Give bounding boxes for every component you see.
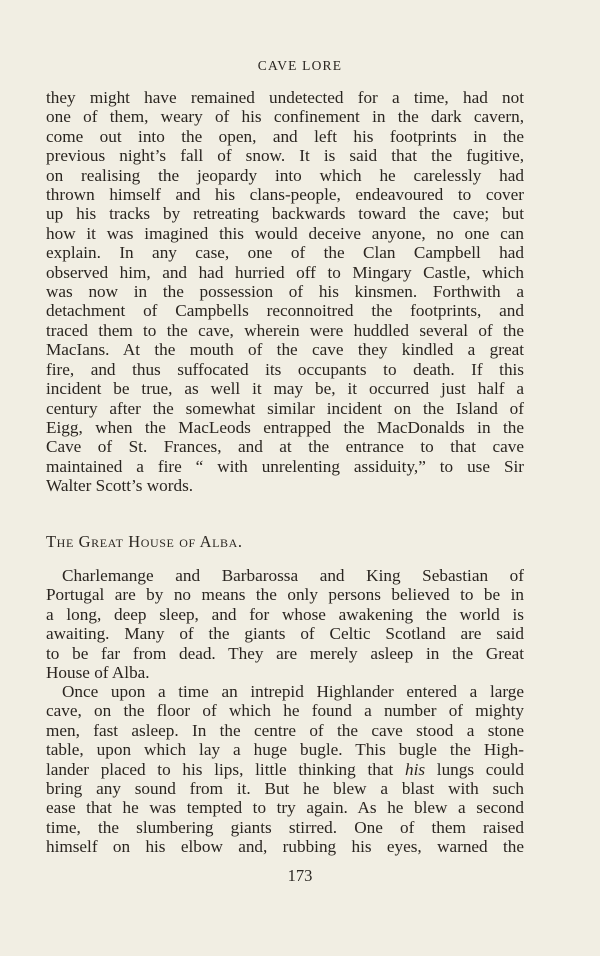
paragraph-sleeping-giants [46,566,524,682]
text-line: Portugal are by no means the only persons believed to be in [46,585,524,605]
text-line: maintained a fire “ with unrelenting assiduity,” to use Sir [46,456,524,476]
text-line: Cave of St. Frances, and at the entrance to that cave [46,437,524,457]
text-line: previous night’s fall of snow. It is said that the fugitive, [46,146,524,166]
section-heading: The Great House of Alba. [46,532,243,551]
text-line: detachment of Campbells reconnoitred the footprints, and [46,301,524,321]
text-line: Once upon a time an intrepid Highlander entered a large [62,682,524,701]
text-segment: lander placed to his lips, little thinking that [46,759,405,779]
text-line: Eigg, when the MacLeods entrapped the MacDonalds in the [46,417,524,437]
text-line-with-italic [46,760,524,779]
text-line: traced them to the cave, wherein were huddled several of the [46,320,524,340]
running-head: CAVE LORE [257,58,343,73]
text-line: fire, and thus suffocated its occupants to death. If this [46,359,524,379]
text-line: on realising the jeopardy into which he carelessly had [46,165,524,185]
text-line: men, fast asleep. In the centre of the cave stood a stone [46,720,524,740]
text-line: awaiting. Many of the giants of Celtic Scotland are said [46,624,524,644]
text-line: thrown himself and his clans-people, endeavoured to cover [46,185,524,205]
text-line: Charlemange and Barbarossa and King Sebastian of [62,566,524,585]
text-line: up his tracks by retreating backwards toward the cave; but [46,204,524,224]
text-line: come out into the open, and left his footprints in the [46,126,524,146]
text-line: one of them, weary of his confinement in the dark cavern, [46,107,524,127]
page-number: 173 [287,866,313,885]
text-line: table, upon which lay a huge bugle. This bugle the High- [46,740,524,760]
text-line: himself on his elbow and, rubbing his eyes, warned the [46,837,524,857]
paragraph-highlander [46,682,524,857]
text-line: was now in the possession of his kinsmen. Forthwith a [46,282,524,302]
italic-word: his [404,759,426,779]
text-segment: lungs could [425,759,524,779]
text-line: MacIans. At the mouth of the cave they kindled a great [46,340,524,360]
text-line: a long, deep sleep, and for whose awakening the world is [46,604,524,624]
text-line: explain. In any case, one of the Clan Campbell had [46,243,524,263]
text-line: ease that he was tempted to try again. As he blew a second [46,798,524,818]
paragraph-cave-story [46,88,524,496]
text-line: bring any sound from it. But he blew a blast with such [46,779,524,799]
text-line: House of Alba. [46,663,150,683]
text-line: incident be true, as well it may be, it occurred just half a [46,379,524,399]
text-line: time, the slumbering giants stirred. One of them raised [46,817,524,837]
text-line: century after the somewhat similar incident on the Island of [46,398,524,418]
text-line: cave, on the floor of which he found a number of mighty [46,701,524,721]
text-line: to be far from dead. They are merely asleep in the Great [46,643,524,663]
text-line: how it was imagined this would deceive anyone, no one can [46,223,524,243]
text-line: they might have remained undetected for a time, had not [46,88,524,107]
text-line: Walter Scott’s words. [46,476,194,496]
text-line: observed him, and had hurried off to Mingary Castle, which [46,262,524,282]
